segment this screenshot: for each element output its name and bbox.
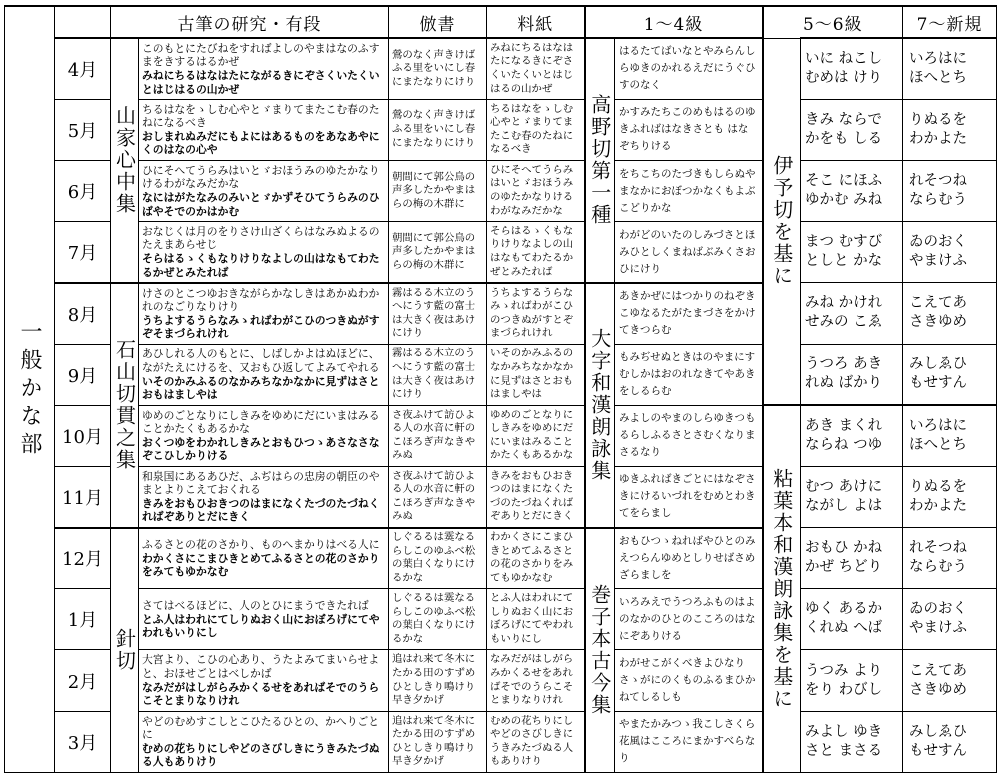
month-row (5, 711, 997, 772)
month-row (5, 99, 997, 160)
classic-poem-intro: このもとにたびねをすればよしのやまはなのふすまをきするはるかぜ (142, 41, 380, 69)
classic-poem-cell (139, 650, 389, 711)
kyu7-kana-cell: れそつね ならむう (903, 160, 997, 221)
month-row (5, 344, 997, 405)
kyu7-kana-cell: いろはに ほへとち (903, 405, 997, 466)
month-label: 2月 (55, 650, 111, 711)
kyu-text-cell: ゆきふればきごとにはなぞさきにけるいづれをむめとわきてをらまし (615, 466, 763, 527)
classic-poem-cell (139, 344, 389, 405)
kyu-text-cell: もみぢせぬときはのやまにすむしかはおのれなきてやあきをしるらむ (615, 344, 763, 405)
section-title: 一般かな部 (17, 319, 42, 460)
kyu7-kana-cell: いろはに ほへとち (903, 38, 997, 99)
kyu56-kana-cell: おもひ かね かぜ ちどり (801, 528, 903, 589)
kyu-text-cell: をちこちのたづきもしらぬやまなかにおぼつかなくもよぶこどりかな (615, 160, 763, 221)
paper-text-cell: とふ人はわれにてしりぬおく山におぼろげにてやわれもいりにし (487, 589, 585, 650)
kyu56-kana-cell: まつ むすび としと かな (801, 222, 903, 283)
paper-text-cell: むめの花ちりにしやどのさびしきにうきみたづぬる人もありけり (487, 711, 585, 772)
classic-poem-cell (139, 466, 389, 527)
kyu-group-cell (585, 528, 615, 773)
month-row (5, 650, 997, 711)
month-row (5, 528, 997, 589)
month-row (5, 222, 997, 283)
classic-poem-main: みねにちるはなはたにながるきにぞさくいたくいとはじはるの山かぜ (142, 68, 380, 96)
kyu56-kana-cell: いに ねこし むめは けり (801, 38, 903, 99)
header-kyu5-6: 5～6級 (763, 6, 903, 38)
month-label: 11月 (55, 466, 111, 527)
paper-text-cell: みねにちるはなはたになるきにぞさくいたくいとはじはるの山かぜ (487, 38, 585, 99)
classic-poem-intro: ちるはなをゝしむ心やとゞまりてまたこむ春のたねになるべき (142, 102, 380, 130)
kyu56-group-cell (763, 38, 801, 405)
kyu-text-cell: あきかぜにはつかりのねぞきこゆなるたがたまづさをかけてきつらむ (615, 283, 763, 344)
kyu7-kana-cell: ゐのおく やまけふ (903, 222, 997, 283)
kyu-group-cell (585, 38, 615, 283)
month-label: 9月 (55, 344, 111, 405)
kyu56-kana-cell: あき まくれ ならね つゆ (801, 405, 903, 466)
classic-poem-cell (139, 711, 389, 772)
copy-text-cell: さ夜ふけて訪ひよる人の水音に軒のこほろぎ声なきやみぬ (389, 405, 487, 466)
month-row (5, 405, 997, 466)
kyu7-kana-cell: みしゑひ もせすん (903, 344, 997, 405)
paper-text-cell: ゆめのごとなりにしきみをゆめにだにいまはみることかたくもあるかな (487, 405, 585, 466)
header-blank (55, 6, 111, 38)
classic-poem-main: おしまれぬみだにもよにはあるものをあなあやにくのはなの心や (142, 129, 380, 157)
month-label: 12月 (55, 528, 111, 589)
month-row (5, 38, 997, 99)
kyu7-kana-cell: みしゑひ もせすん (903, 711, 997, 772)
paper-text-cell: なみだがはしがらみかくるせをあればそでのうらこそとまりなりけれ (487, 650, 585, 711)
kyu7-kana-cell: こえてあ さきゆめ (903, 650, 997, 711)
kyu-group-cell (585, 283, 615, 528)
month-label: 4月 (55, 38, 111, 99)
classic-poem-cell (139, 38, 389, 99)
kyu7-kana-cell: りぬるを わかよた (903, 466, 997, 527)
header-kyu1-4: 1～4級 (585, 6, 763, 38)
classic-group-cell (111, 283, 139, 528)
month-label: 6月 (55, 160, 111, 221)
classic-group-title: 針切 (112, 628, 137, 673)
classic-group-cell (111, 38, 139, 283)
header-kyu7: 7～新規 (903, 6, 997, 38)
paper-text-cell: ひにそへてうらみはいとゞおほうみのゆたかなりけるわがなみだかな (487, 160, 585, 221)
kyu56-group-cell (763, 405, 801, 772)
month-label: 10月 (55, 405, 111, 466)
classic-poem-main: とふ人はわれにてしりぬおく山におぼろげにてやわれもいりにし (142, 612, 380, 640)
classic-poem-intro: やどのむめすこしとこひたるひとの、かへりごとに (142, 714, 380, 742)
header-row (5, 6, 997, 38)
copy-text-cell: 霧はるる木立のうへにうす藍の富士は大きく夜はあけにけり (389, 283, 487, 344)
kyu7-kana-cell: りぬるを わかよた (903, 99, 997, 160)
copy-text-cell: 朝間にて郭公鳥の声多したかやまはらの梅の木群に (389, 222, 487, 283)
classic-poem-intro: ふるさとの花のさかり、ものへまかりはべる人に (142, 538, 380, 552)
classic-poem-intro: けさのとこつゆおきながらかなしきはあかぬわかれのなごりなりけり (142, 286, 380, 314)
classic-poem-cell (139, 160, 389, 221)
classic-poem-cell (139, 99, 389, 160)
copy-text-cell: 鶯のなく声きけばふる里をいにし春にまたなりにけり (389, 99, 487, 160)
kyu7-kana-cell: れそつね ならむう (903, 528, 997, 589)
classic-group-title: 石山切貫之集 (112, 339, 137, 472)
classic-poem-intro: 大宮より、こひの心あり、うたよみてまいらせよと、おほせごとはべしかば (142, 653, 380, 680)
month-label: 8月 (55, 283, 111, 344)
month-label: 5月 (55, 99, 111, 160)
classic-poem-main: わかくさにこまひきとめてふるさとの花のさかりをみてもゆかなむ (142, 551, 380, 579)
classic-poem-intro: ゆめのごとなりにしきみをゆめにだにいまはみることかたくもあるかな (142, 408, 380, 436)
classic-poem-main: なにはがたなみのみいとゞかずそひてうらみのひばやそでのかはかむ (142, 191, 380, 218)
kyu56-group-title: 粘葉本和漢朗詠集を基に (769, 468, 794, 711)
kyu56-kana-cell: みよし ゆき さと まさる (801, 711, 903, 772)
kyu7-kana-cell: ゐのおく やまけふ (903, 589, 997, 650)
kyu-text-cell: やまたかみつゝ我こしさくら花風はこころにまかすべらなり (615, 711, 763, 772)
classic-poem-intro: 和泉国にあるあひだ、ふぢはらの忠房の朝臣のやまとよりこえておくれる (142, 469, 380, 497)
classic-poem-cell (139, 283, 389, 344)
header-classic: 古筆の研究・有段 (111, 6, 389, 38)
curriculum-table (4, 5, 997, 773)
paper-text-cell: わかくさにこまひきとめてふるさとの花のさかりをみてもゆかなむ (487, 528, 585, 589)
paper-text-cell: きみをおもひおきつのはまになくたづのたづねくればぞありとだにきく (487, 466, 585, 527)
classic-poem-main: いそのかみふるのなかみちなかなかに見ずはさとおもはましやは (142, 374, 380, 402)
kyu-group-title: 大字和漢朗詠集 (587, 328, 612, 483)
classic-poem-intro: おなじくは月のをりさけ山ざくらはなみぬよるのたえまあらせじ (142, 224, 380, 252)
classic-poem-main: むめの花ちりにしやどのさびしきにうきみたづぬる人もありけり (142, 741, 380, 769)
month-label: 3月 (55, 711, 111, 772)
kyu-group-title: 高野切第一種 (587, 94, 612, 227)
header-copy: 倣書 (389, 6, 487, 38)
kyu-text-cell: おもひつゝねればやひとのみえつらんゆめとしりせばさめざらましを (615, 528, 763, 589)
kyu56-kana-cell: ゆく あるか くれぬ へば (801, 589, 903, 650)
kyu56-kana-cell: うつろ あき れぬ ばかり (801, 344, 903, 405)
copy-text-cell: 霧はるる木立のうへにうす藍の富士は大きく夜はあけにけり (389, 344, 487, 405)
classic-poem-main: そらはるゝくもなりけりなよしの山はなもてわたるかぜとみたれば (142, 252, 380, 279)
month-row (5, 160, 997, 221)
kyu7-kana-cell: こえてあ さきゆめ (903, 283, 997, 344)
classic-poem-intro: さてはべるほどに、人のとひにまうできたれば (142, 598, 369, 612)
curriculum-table-wrapper (4, 5, 996, 773)
copy-text-cell: 追はれ来て冬木にたかる田のすずめひとしきり鳴けり早き夕かげ (389, 650, 487, 711)
paper-text-cell: ちるはなをゝしむ心やとゞまりてまたこむ春のたねになるべき (487, 99, 585, 160)
copy-text-cell: 追はれ来て冬木にたかる田のすずめひとしきり鳴けり早き夕かげ (389, 711, 487, 772)
kyu-text-cell: みよしのやまのしらゆきつもるらしふるさとさむくなりまさるなり (615, 405, 763, 466)
classic-poem-intro: あひしれる人のもとに、しばしかよはぬほどに、ながたえにけるを、又おもひ返してよみてやれる (142, 347, 380, 375)
kyu-text-cell: はるたてばいなとやみらんしらゆきのかれるえだにうぐひすのなく (615, 38, 763, 99)
copy-text-cell: 鶯のなく声きけばふる里をいにし春にまたなりにけり (389, 38, 487, 99)
kyu-text-cell: かすみたちこのめもはるのゆきふればはなきさとも はなぞちりける (615, 99, 763, 160)
classic-poem-main: きみをおもひおきつのはまになくたづのたづねくればぞありとだにきく (142, 496, 380, 524)
classic-poem-cell (139, 589, 389, 650)
classic-poem-cell (139, 222, 389, 283)
section-label-cell (5, 6, 55, 773)
kyu56-group-title: 伊予切を基に (769, 155, 794, 288)
kyu-text-cell: わがせこがくべきよひなりさゝがにのくものふるまひかねてしるしも (615, 650, 763, 711)
month-row (5, 466, 997, 527)
month-row (5, 589, 997, 650)
kyu56-kana-cell: きみ ならで かをも しる (801, 99, 903, 160)
copy-text-cell: しぐるるは霙なるらしこのゆふべ松の葉白くなりにけるかな (389, 589, 487, 650)
classic-poem-intro: ひにそへてうらみはいとゞおほうみのゆたかなりけるわがなみだかな (142, 163, 380, 191)
kyu56-kana-cell: うつみ より をり わびし (801, 650, 903, 711)
paper-text-cell: いそのかみふるのなかみちなかなかに見ずはさとおもはましやは (487, 344, 585, 405)
header-paper: 料紙 (487, 6, 585, 38)
month-label: 1月 (55, 589, 111, 650)
classic-poem-main: おくつゆをわかれしきみとおもひつゝあさなさなぞこひしかりける (142, 435, 380, 463)
classic-group-cell (111, 528, 139, 773)
copy-text-cell: 朝間にて郭公鳥の声多したかやまはらの梅の木群に (389, 160, 487, 221)
classic-poem-main: なみだがはしがらみかくるせをあればそでのうらこそとまりなりけれ (142, 680, 380, 708)
classic-poem-main: うちよするうらなみゝればわがこひのつきぬがすぞそまづられけれ (142, 313, 380, 341)
classic-poem-cell (139, 528, 389, 589)
kyu56-kana-cell: そこ にほふ ゆかむ みね (801, 160, 903, 221)
copy-text-cell: しぐるるは霙なるらしこのゆふべ松の葉白くなりにけるかな (389, 528, 487, 589)
paper-text-cell: うちよするうらなみゝればわがこひのつきぬがすとぞまづられけれ (487, 283, 585, 344)
kyu-group-title: 巻子本古今集 (587, 584, 612, 717)
kyu-text-cell: わがどのいたのしみづさとほみひとしくまねばぶみくさおひにけり (615, 222, 763, 283)
month-row (5, 283, 997, 344)
month-label: 7月 (55, 222, 111, 283)
kyu56-kana-cell: みね かけれ せみの こゑ (801, 283, 903, 344)
classic-poem-cell (139, 405, 389, 466)
paper-text-cell: そらはるゝくもなりけりなよしの山はなもてわたるかぜとみたれば (487, 222, 585, 283)
kyu56-kana-cell: むつ あけに ながし よは (801, 466, 903, 527)
kyu-text-cell: いろみえでうつろふものはよのなかのひとのこころのはなにぞありける (615, 589, 763, 650)
classic-group-title: 山家心中集 (112, 105, 137, 216)
copy-text-cell: さ夜ふけて訪ひよる人の水音に軒のこほろぎ声なきやみぬ (389, 466, 487, 527)
